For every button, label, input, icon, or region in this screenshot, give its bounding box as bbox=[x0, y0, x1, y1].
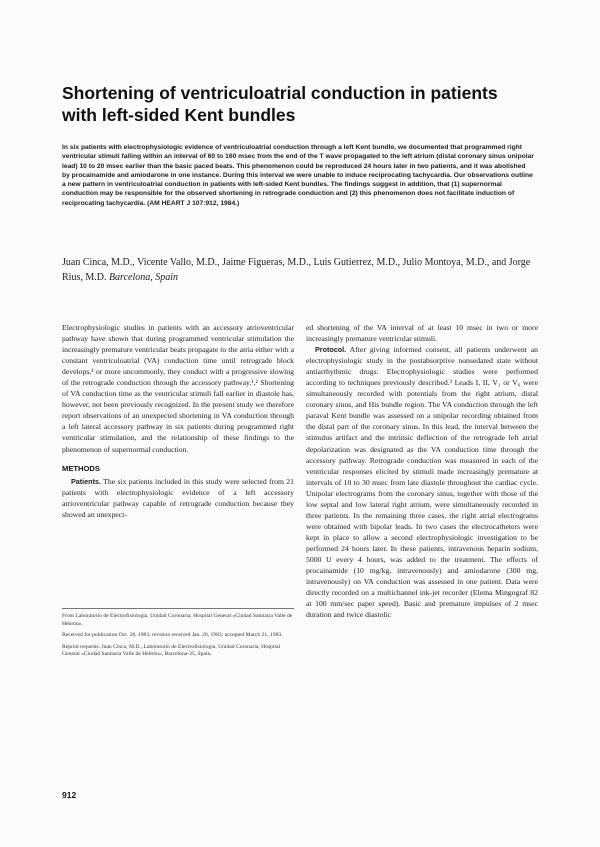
abstract: In six patients with electrophysiologic evidence of ventriculoatrial conduction through a left Kent bundle, we documented that programmed right ventricular stimuli falling within an interval of 60 to 160 msec from the end of the T wave propagated to the left atrium (distal coronary sinus unipolar lead) 10 to 20 msec earlier than the basic paced beats. This phenomenon could be reproduced 24 hours later in two patients, and it was abolished by procainamide and amiodarone in one instance. During this interval we were unable to induce reciprocating tachycardia. Our observations outline a new pattern in ventriculoatrial conduction in patients with left-sided Kent bundles. The findings suggest in addition, that (1) supernormal conduction may be responsible for the observed shortening in retrograde conduction and (2) this phenomenon does not facilitate induction of reciprocating tachycardia. (AM HEART J 107:912, 1984.) bbox=[62, 144, 534, 207]
protocol-runin: Protocol. bbox=[315, 345, 347, 355]
footnote-rule bbox=[62, 608, 294, 609]
author-location: Barcelona, Spain bbox=[108, 271, 179, 283]
footnotes bbox=[62, 613, 294, 663]
patients-paragraph bbox=[62, 476, 294, 520]
footnote-received: Received for publication Oct. 28, 1983; revision received Jan. 20, 1983; accepted March 21, 1983. bbox=[62, 632, 283, 639]
continuation-paragraph: ed shortening of the VA interval of at least 10 msec in two or more increasingly premature ventricular stimuli. bbox=[306, 323, 538, 344]
authors: Juan Cinca, M.D., Vicente Vallo, M.D., Jaime Figueras, M.D., Luis Gutierrez, M.D., Julio Montoya, M.D., and Jorge Rius, M.D. bbox=[62, 257, 531, 283]
patients-text: The six patients included in this study were selected from 21 patients with electrophysiologic evidence of a left accessory atrioventricular pathway capable of retrograde conduction because they showed an unexpect- bbox=[62, 476, 294, 519]
patients-runin: Patients. bbox=[71, 476, 101, 486]
methods-heading: METHODS bbox=[62, 463, 100, 473]
left-column bbox=[62, 322, 294, 520]
protocol-text: After giving informed consent, all patients underwent an electrophysiologic study in the postabsorptive nonsedated state without antiarrhythmic drugs. Electrophysiologic studies were performed according to techniques previously described.³ Leads I, II, V₁ or V₆ were simultaneously recorded with potentials from the right atrium, distal coronary sinus, and His bundle region. The VA conduction through the left paraval Kent bundle was assessed on a unipolar recording obtained from the distal part of the coronary sinus. In this lead, the interval between the stimulus artifact and the intrinsic deflection of the retrograde left atrial depolarization was designated as the VA conduction time through the accessory pathway. Retrograde conduction was measured in each of the ventricular responses elicited by stimuli made increasingly premature at intervals of 10 to 30 msec from late diastole throughout the cardiac cycle. Unipolar electrograms from the coronary sinus, together with those of the low septal and low lateral right atrium, were simultaneously recorded in three patients. In the remaining three cases, the right atrial electrograms were obtained with bipolar leads. In two cases the electrocatheters were kept in place to allow a second electrophysiologic investigation to be performed 24 hours later. In these patients, intravenous heparin sodium, 5000 U every 4 hours, was added to the treatment. The effects of procainamide (10 mg/kg, intravenously) and amiodarone (300 mg, intravenously) on VA conduction was assessed in one patient. Data were directly recorded on a multichannel ink-jet recorder (Elema Mingograf 82 at 100 mm/sec paper speed). Basic and premature impulses of 2 msec duration and twice diastolic bbox=[306, 345, 538, 620]
footnote-reprints: Reprint requests: Juan Cinca, M.D., Laboratorio de Electrofisiología, Unidad Coronaria, Hospital General «Ciudad Sanitaria Valle de Hebrón», Barcelona-35, Spain. bbox=[62, 643, 281, 658]
article-title: Shortening of ventriculoatrial conduction in patients with left-sided Kent bundles bbox=[62, 83, 498, 125]
author-list bbox=[62, 256, 532, 285]
intro-paragraph: Electrophysiologic studies in patients with an accessory atrioventricular pathway have shown that during programmed ventricular stimulation the increasingly premature ventricular beats propagate to the atria either with a constant ventriculoatrial (VA) conduction time until retrograde block develops,¹ or more uncommonly, they conduct with a progressive slowing of the retrograde conduction through the accessory pathway.¹,² Shortening of VA conduction time as the ventricular stimuli fall earlier in diastole has, however, not been previously recognized. In the present study we therefore report observations of an unexpected shortening in VA conduction through a left lateral accessory pathway in six patients during programmed right ventricular stimulation, and the relationship of these findings to the phenomenon of supernormal conduction. bbox=[62, 323, 294, 454]
protocol-paragraph bbox=[306, 344, 538, 620]
right-column bbox=[306, 322, 538, 620]
footnote-affiliation: From Laboratorio de Electrofisiología, Unidad Coronaria, Hospital General «Ciudad Sanitaria Valle de Hebrón». bbox=[62, 613, 293, 627]
page-number: 912 bbox=[62, 790, 77, 800]
